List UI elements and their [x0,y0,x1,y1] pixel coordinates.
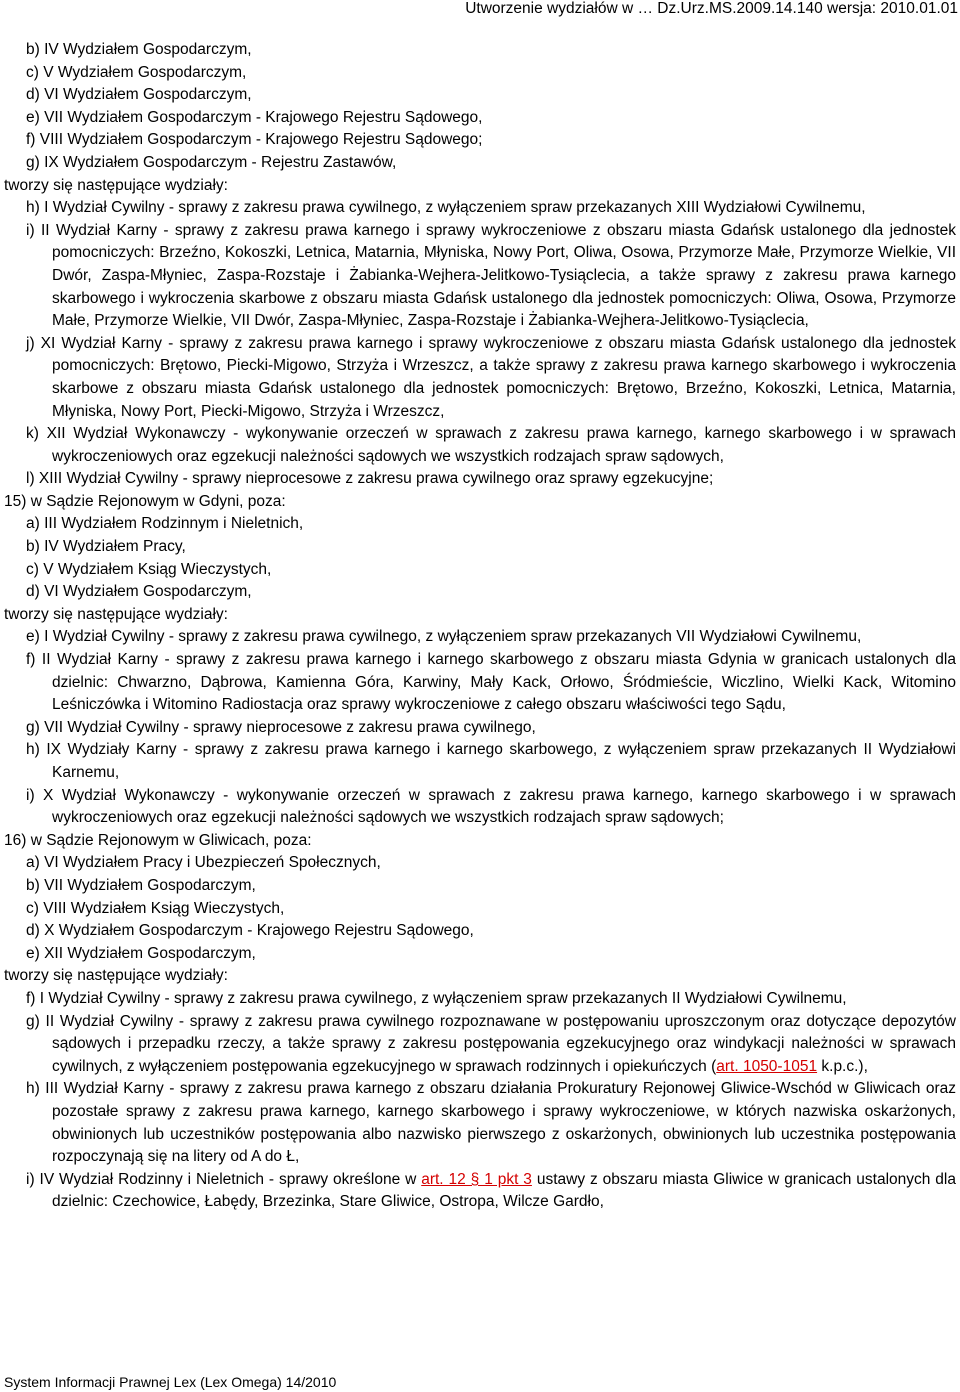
list-item [4,84,956,107]
list-item [4,536,956,559]
running-header: Utworzenie wydziałów w … Dz.Urz.MS.2009.14.140 wersja: 2010.01.01 [465,0,958,17]
legal-reference-link[interactable]: art. 12 § 1 pkt 3 [421,1170,532,1188]
paragraph-text-tail: ustawy z obszaru miasta Gliwice w granicach ustalonych dla dzielnic: Czechowice, Łabędy, Brzezinka, Stare Gliwice, Ostropa, Wilcze Gardło, [52,1170,956,1211]
list-item [4,220,956,333]
list-item [4,739,956,784]
list-item [4,943,956,966]
paragraph-text: d) VI Wydziałem Gospodarczym, [26,583,252,601]
paragraph-text: g) IX Wydziałem Gospodarczym - Rejestru Zastawów, [26,153,397,171]
paragraph-text-tail: k.p.c.), [817,1057,868,1075]
paragraph-text: h) III Wydział Karny - sprawy z zakresu prawa karnego z obszaru działania Prokuratury Rejonowej Gliwice-Wschód w Gliwicach oraz pozostałe sprawy z zakresu prawa karnego, karnego skarbowego i sprawy wykroczeniowe, w których nazwiska oskarżonych, obwinionych lub uczestników postępowania albo nazwisko pierwszego z oskarżonych, obwinionych lub uczestnika postępowania rozpoczynają się na litery od A do Ł, [26,1080,956,1166]
legal-reference-link[interactable]: art. 1050-1051 [716,1057,818,1075]
list-item [4,559,956,582]
list-item [4,649,956,717]
list-item [4,785,956,830]
list-item [4,581,956,604]
paragraph-text: e) I Wydział Cywilny - sprawy z zakresu prawa cywilnego, z wyłączeniem spraw przekazanych VII Wydziałowi Cywilnemu, [26,628,862,646]
paragraph-text: i) IV Wydział Rodzinny i Nieletnich - sprawy określone w [26,1170,422,1188]
paragraph-text: a) III Wydziałem Rodzinnym i Nieletnich, [26,515,304,533]
paragraph-text: h) I Wydział Cywilny - sprawy z zakresu prawa cywilnego, z wyłączeniem spraw przekazanych XIII Wydziałowi Cywilnemu, [26,199,866,217]
list-item [4,107,956,130]
paragraph-text: f) II Wydział Karny - sprawy z zakresu prawa karnego i karnego skarbowego z obszaru miasta Gdynia w granicach ustalonych dla dzielnic: Chwarzno, Dąbrowa, Kamienna Góra, Karwiny, Mały Kack, Orłowo, Śródmieście, Wiczlino, Wielki Kack, Witomino Leśniczówka i Witomino Radiostacja oraz sprawy wykroczeniowe z całego obszaru właściwości tego Sądu, [26,651,956,714]
paragraph-text: g) VII Wydział Cywilny - sprawy nieprocesowe z zakresu prawa cywilnego, [26,718,536,736]
paragraph-text: f) VIII Wydziałem Gospodarczym - Krajowego Rejestru Sądowego; [26,131,483,149]
list-item [4,152,956,175]
list-item [4,1078,956,1168]
section-paragraph [4,830,956,853]
paragraph-text: c) V Wydziałem Gospodarczym, [26,63,247,81]
paragraph-text: e) VII Wydziałem Gospodarczym - Krajowego Rejestru Sądowego, [26,108,483,126]
list-item [4,423,956,468]
paragraph-text: c) V Wydziałem Ksiąg Wieczystych, [26,560,272,578]
list-item [4,39,956,62]
list-item [4,129,956,152]
list-item [4,898,956,921]
list-item [4,717,956,740]
list-item [4,333,956,423]
list-item [4,1169,956,1214]
document-body [4,39,956,1214]
list-item [4,62,956,85]
paragraph-text: k) XII Wydział Wykonawczy - wykonywanie orzeczeń w sprawach z zakresu prawa karnego, karnego skarbowego i w sprawach wykroczeniowych oraz egzekucji należności sądowych we wszystkich rodzajach spraw sądowych, [26,425,956,465]
list-item [4,920,956,943]
paragraph-text: e) XII Wydziałem Gospodarczym, [26,944,256,962]
paragraph-text: h) IX Wydziały Karny - sprawy z zakresu prawa karnego i karnego skarbowego, z wyłączeniem spraw przekazanych II Wydziałowi Karnemu, [26,741,956,781]
paragraph-text: b) IV Wydziałem Pracy, [26,538,186,556]
paragraph-text: j) XI Wydział Karny - sprawy z zakresu prawa karnego i sprawy wykroczeniowe z obszaru miasta Gdańsk ustalonego dla jednostek pomocniczych: Brętowo, Piecki-Migowo, Strzyża i Wrzeszcz, a także sprawy z zakresu prawa karnego skarbowego i wykroczenia skarbowe z obszaru miasta Gdańsk ustalonego dla jednostek pomocniczych: Brętowo, Brzeźno, Kokoszki, Letnica, Matarnia, Młyniska, Nowy Port, Piecki-Migowo, Strzyża i Wrzeszcz, [26,334,956,420]
paragraph-text: tworzy się następujące wydziały: [4,605,228,623]
paragraph-text: d) VI Wydziałem Gospodarczym, [26,86,252,104]
paragraph-text: b) IV Wydziałem Gospodarczym, [26,41,252,58]
paragraph-text: tworzy się następujące wydziały: [4,967,228,985]
paragraph-text: f) I Wydział Cywilny - sprawy z zakresu prawa cywilnego, z wyłączeniem spraw przekazanych II Wydziałowi Cywilnemu, [26,989,847,1007]
list-item [4,1011,956,1079]
paragraph-text: 15) w Sądzie Rejonowym w Gdyni, poza: [4,492,286,510]
paragraph-text: 16) w Sądzie Rejonowym w Gliwicach, poza: [4,831,312,849]
list-item [4,988,956,1011]
paragraph-text: c) VIII Wydziałem Ksiąg Wieczystych, [26,899,285,917]
list-item [4,626,956,649]
section-paragraph [4,491,956,514]
paragraph-text: d) X Wydziałem Gospodarczym - Krajowego Rejestru Sądowego, [26,922,474,940]
list-item [4,875,956,898]
paragraph-text: b) VII Wydziałem Gospodarczym, [26,876,256,894]
paragraph-text: l) XIII Wydział Cywilny - sprawy nieprocesowe z zakresu prawa cywilnego oraz sprawy egzekucyjne; [26,470,714,488]
list-item [4,468,956,491]
paragraph-text: i) II Wydział Karny - sprawy z zakresu prawa karnego i sprawy wykroczeniowe z obszaru miasta Gdańsk ustalonego dla jednostek pomocniczych: Brzeźno, Kokoszki, Letnica, Matarnia, Młyniska, Nowy Port, Oliwa, Osowa, Przymorze Małe, Przymorze Wielkie, VII Dwór, Zaspa-Młyniec, Zaspa-Rozstaje i Żabianka-Wejhera-Jelitkowo-Tysiąclecia, a także sprawy z zakresu prawa karnego skarbowego i wykroczenia skarbowe z obszaru miasta Gdańsk ustalonego dla jednostek pomocniczych: Oliwa, Osowa, Przymorze Małe, Przymorze Wielkie, VII Dwór, Zaspa-Młyniec, Zaspa-Rozstaje i Żabianka-Wejhera-Jelitkowo-Tysiąclecia, [26,221,956,330]
section-paragraph [4,965,956,988]
list-item [4,197,956,220]
list-item [4,513,956,536]
section-paragraph [4,604,956,627]
paragraph-text: a) VI Wydziałem Pracy i Ubezpieczeń Społecznych, [26,854,381,872]
paragraph-text: tworzy się następujące wydziały: [4,176,228,194]
section-paragraph [4,175,956,198]
paragraph-text: i) X Wydział Wykonawczy - wykonywanie orzeczeń w sprawach z zakresu prawa karnego, karnego skarbowego i w sprawach wykroczeniowych oraz egzekucji należności sądowych we wszystkich rodzajach spraw sądowych; [26,786,956,827]
running-footer: System Informacji Prawnej Lex (Lex Omega) 14/2010 [4,1374,337,1390]
paragraph-text: g) II Wydział Cywilny - sprawy z zakresu prawa cywilnego rozpoznawane w postępowaniu uproszczonym oraz dotyczące depozytów sądowych i przepadku rzeczy, a także sprawy z zakresu postępowania egzekucyjnego oraz windykacji należności w sprawach cywilnych, z wyłączeniem postępowania egzekucyjnego w sprawach rodzinnych i opiekuńczych ( [26,1012,956,1075]
list-item [4,852,956,875]
